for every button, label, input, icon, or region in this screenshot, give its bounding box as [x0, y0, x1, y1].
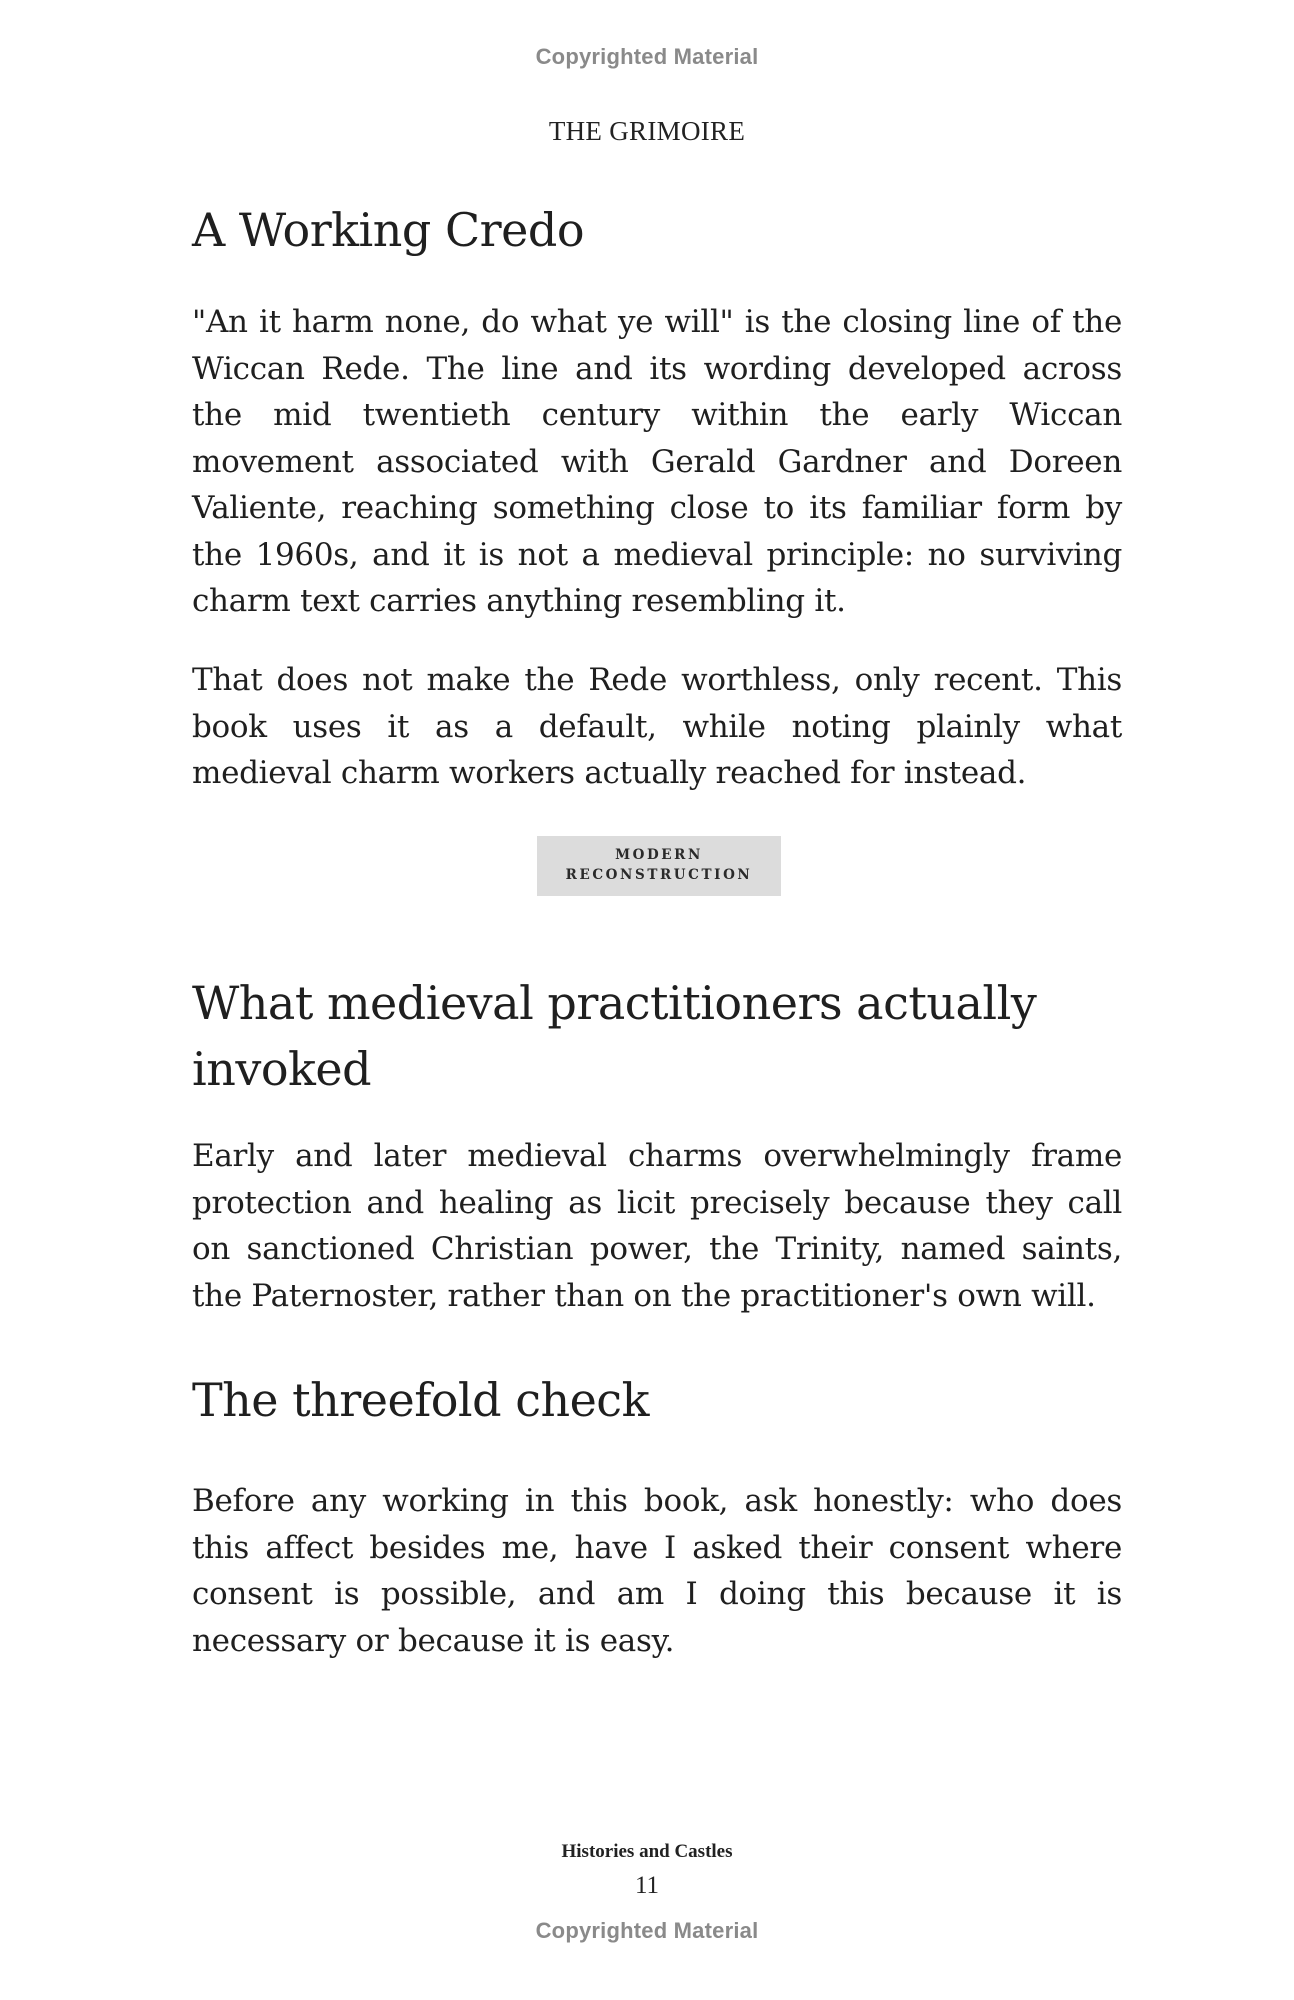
section-heading-working-credo: A Working Credo — [192, 203, 585, 257]
footer-book-title: Histories and Castles — [561, 1841, 733, 1862]
paragraph-rede-origin: "An it harm none, do what ye will" is the closing line of the Wiccan Rede. The line and its wording developed across the mid twentieth century within the early Wiccan movement associated with Gerald Gardner and Doreen Valiente, reaching something close to its familiar form by the 1960s, and it is not a medieval principle: no surviving charm text carries anything resembling it. — [192, 304, 1122, 619]
copyright-watermark-top: Copyrighted Material — [535, 44, 759, 69]
paragraph-medieval-charms: Early and later medieval charms overwhelmingly frame protection and healing as licit precisely because they call on sanctioned Christian power, the Trinity, named saints, the Paternoster, rather than on the practitioner's own will. — [192, 1138, 1122, 1314]
badge-line-2: RECONSTRUCTION — [565, 867, 753, 883]
copyright-watermark-bottom: Copyrighted Material — [535, 1918, 759, 1943]
section-heading-medieval-practitioners: What medieval practitioners actually invoked — [192, 976, 1037, 1096]
badge-line-1: MODERN — [615, 847, 703, 863]
page-number: 11 — [634, 1872, 660, 1899]
modern-reconstruction-badge — [537, 836, 781, 896]
running-head: THE GRIMOIRE — [548, 116, 746, 146]
paragraph-rede-default: That does not make the Rede worthless, only recent. This book uses it as a default, while noting plainly what medieval charm workers actually reached for instead. — [192, 662, 1122, 791]
section-heading-threefold-check: The threefold check — [192, 1373, 649, 1427]
paragraph-threefold-check: Before any working in this book, ask honestly: who does this affect besides me, have I asked their consent where consent is possible, and am I doing this because it is necessary or because it is easy. — [192, 1483, 1122, 1659]
